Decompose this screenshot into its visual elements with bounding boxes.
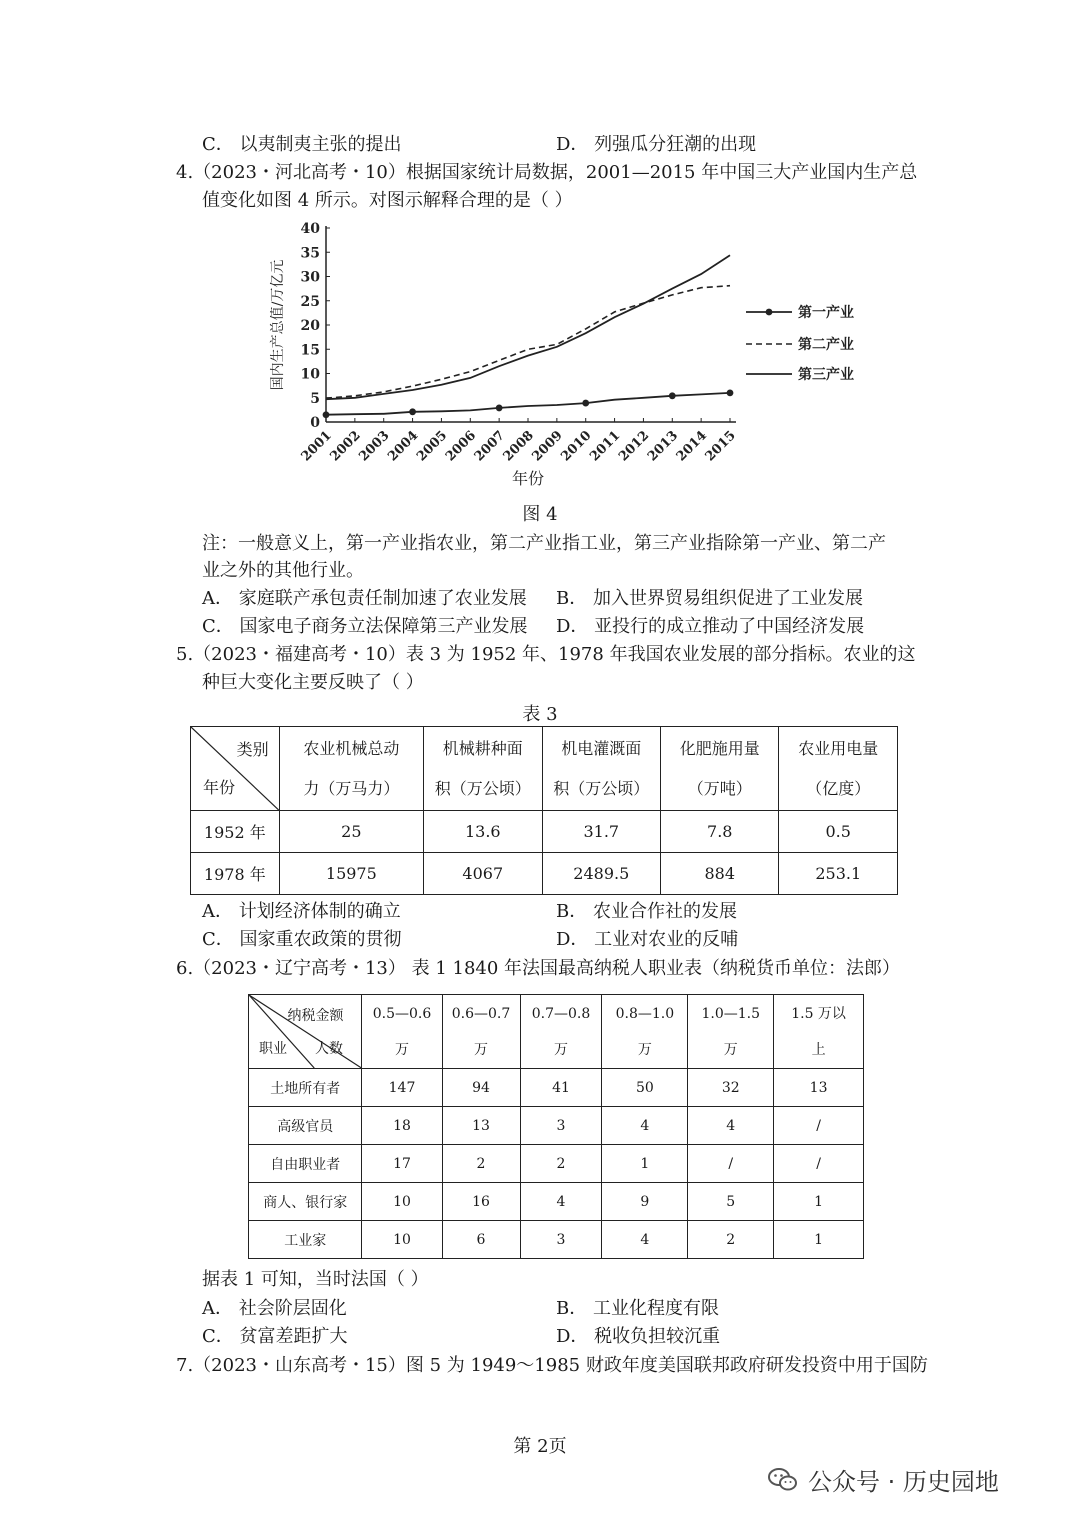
x-tick-label: 2005 [414,428,451,465]
table3-corner-cell [191,727,280,811]
y-tick-label: 0 [310,415,320,431]
x-tick-label: 2012 [616,428,653,465]
q4-stem-line1: 4.（2023・河北高考・10）根据国家统计局数据，2001—2015 年中国三大产业国内生产总 [176,162,918,183]
table1-cell: 13 [774,1069,864,1107]
table3-cell: 253.1 [779,853,898,895]
x-tick-label: 2002 [327,428,364,465]
table1-cell: 4 [688,1107,774,1145]
table1-cell: 1 [602,1145,688,1183]
table1-header: 0.6—0.7 万 [442,995,520,1069]
data-point [496,405,503,412]
x-tick-label: 2008 [500,428,537,465]
q4-option-a: A． 家庭联产承包责任制加速了农业发展 [202,588,527,609]
table3-header: 机械耕种面 积（万公顷） [424,727,542,811]
q5-stem-line1: 5.（2023・福建高考・10）表 3 为 1952 年、1978 年我国农业发展的部分指标。农业的这 [176,644,916,665]
table1-job: 高级官员 [249,1107,362,1145]
x-tick-label: 2015 [702,428,739,465]
table1-cell: 4 [520,1183,602,1221]
table3-corner-bottom: 年份 [203,778,236,797]
table3-cell: 2489.5 [542,853,661,895]
table3-cell: 13.6 [424,811,542,853]
table1-cell: / [688,1145,774,1183]
table1-job: 商人、银行家 [249,1183,362,1221]
q5-stem-line2: 种巨大变化主要反映了（ ） [202,672,424,693]
table3-cell: 7.8 [661,811,779,853]
y-tick-label: 15 [300,342,320,359]
q6-question: 据表 1 可知，当时法国（ ） [202,1269,429,1290]
table3-header: 农业机械总动 力（万马力） [279,727,423,811]
table1-job: 土地所有者 [249,1069,362,1107]
table3-header: 机电灌溉面 积（万公顷） [542,727,661,811]
q6-option-a: A． 社会阶层固化 [202,1298,347,1319]
y-axis-label: 国内生产总值/万亿元 [270,259,286,391]
q3-option-d: D． 列强瓜分狂潮的出现 [556,134,757,155]
table1-corner-mid: 人数 [315,1041,343,1057]
x-tick-label: 2004 [385,428,422,465]
q3-option-c: C． 以夷制夷主张的提出 [202,134,402,155]
y-tick-label: 40 [300,221,320,237]
table1-cell: 3 [520,1107,602,1145]
legend-marker [766,309,773,316]
y-tick-label: 30 [300,269,320,286]
table3-corner-top: 类别 [236,740,269,759]
q6-option-d: D． 税收负担较沉重 [556,1326,721,1347]
table1-cell: 1 [774,1221,864,1259]
table1-cell: 2 [442,1145,520,1183]
table3-year: 1978 年 [191,853,280,895]
x-tick-label: 2001 [298,428,335,465]
y-tick-label: 35 [300,245,320,262]
q5-option-b: B． 农业合作社的发展 [556,901,737,922]
q6-stem-line1: 6.（2023・辽宁高考・13） 表 1 1840 年法国最高纳税人职业表（纳税货币单位：法郎） [176,958,901,979]
legend-label: 第二产业 [798,337,854,353]
x-tick-label: 2009 [529,428,566,465]
table3-cell: 15975 [279,853,423,895]
q5-option-c: C． 国家重农政策的贯彻 [202,929,402,950]
page-number: 第 2页 [513,1436,567,1457]
table1-cell: 4 [602,1107,688,1145]
q4-note-line2: 业之外的其他行业。 [202,560,364,581]
figure-caption: 图 4 [522,504,558,525]
table1-cell: / [774,1145,864,1183]
table1-cell: 16 [442,1183,520,1221]
table3-cell: 0.5 [779,811,898,853]
x-axis-label: 年份 [511,469,545,488]
wechat-icon [768,1467,798,1493]
q5-option-a: A． 计划经济体制的确立 [202,901,401,922]
x-tick-label: 2013 [644,428,682,465]
x-tick-label: 2010 [558,428,595,465]
table1-cell: / [774,1107,864,1145]
table1-header: 1.5 万以 上 [774,995,864,1069]
data-point [669,392,676,399]
table1-cell: 5 [688,1183,774,1221]
x-tick-label: 2011 [587,428,624,465]
table1-cell: 13 [442,1107,520,1145]
table-row [191,853,898,895]
data-point [409,408,416,415]
data-point [582,400,589,407]
table3-cell: 31.7 [542,811,661,853]
table1-header: 1.0—1.5 万 [688,995,774,1069]
x-tick-label: 2014 [673,428,710,465]
table3-cell: 4067 [424,853,542,895]
table1 [248,994,864,1259]
table-row [191,811,898,853]
q4-stem-line2: 值变化如图 4 所示。对图示解释合理的是（ ） [202,190,573,211]
table3-header: 农业用电量 （亿度） [779,727,898,811]
q4-option-b: B． 加入世界贸易组织促进了工业发展 [556,588,863,609]
table1-cell: 3 [520,1221,602,1259]
q6-option-c: C． 贫富差距扩大 [202,1326,348,1347]
chart-svg [258,220,878,500]
table1-corner-left: 职业 [259,1041,287,1057]
y-tick-label: 20 [300,318,320,334]
x-tick-label: 2006 [442,428,480,465]
x-tick-label: 2003 [356,428,393,465]
watermark [768,1462,999,1497]
table1-cell: 2 [688,1221,774,1259]
table3 [190,726,898,895]
legend-label: 第三产业 [798,367,854,383]
table1-cell: 17 [362,1145,442,1183]
gdp-line-chart [258,220,878,500]
series-line [326,255,730,399]
table1-job: 自由职业者 [249,1145,362,1183]
y-tick-label: 5 [310,390,320,407]
series-line [326,286,730,399]
table-row [249,1107,864,1145]
table1-cell: 6 [442,1221,520,1259]
table1-cell: 4 [602,1221,688,1259]
table1-cell: 94 [442,1069,520,1107]
table1-cell: 1 [774,1183,864,1221]
table-row [249,1183,864,1221]
table1-corner-top: 纳税金额 [287,1008,344,1024]
q4-option-c: C． 国家电子商务立法保障第三产业发展 [202,616,528,637]
table1-job: 工业家 [249,1221,362,1259]
table1-cell: 10 [362,1221,442,1259]
legend-label: 第一产业 [798,305,854,321]
table3-caption: 表 3 [522,704,558,725]
data-point [323,411,330,418]
table3-header: 化肥施用量 （万吨） [661,727,779,811]
table3-cell: 25 [279,811,423,853]
table1-cell: 147 [362,1069,442,1107]
table-row [249,1069,864,1107]
table3-cell: 884 [661,853,779,895]
q7-stem-line1: 7.（2023・山东高考・15）图 5 为 1949～1985 财政年度美国联邦政府研发投资中用于国防 [176,1355,928,1376]
table1-cell: 10 [362,1183,442,1221]
q6-option-b: B． 工业化程度有限 [556,1298,719,1319]
watermark-text: 公众号 · 历史园地 [808,1468,999,1496]
table1-cell: 32 [688,1069,774,1107]
table1-header: 0.8—1.0 万 [602,995,688,1069]
table1-corner-cell [249,995,362,1069]
q4-option-d: D． 亚投行的成立推动了中国经济发展 [556,616,865,637]
table1-header: 0.7—0.8 万 [520,995,602,1069]
data-point [727,390,734,397]
table3-year: 1952 年 [191,811,280,853]
q4-note-line1: 注：一般意义上，第一产业指农业，第二产业指工业，第三产业指除第一产业、第二产 [202,533,886,554]
table1-cell: 50 [602,1069,688,1107]
q5-option-d: D． 工业对农业的反哺 [556,929,739,950]
y-tick-label: 25 [300,293,320,310]
x-tick-label: 2007 [471,428,508,465]
table1-cell: 41 [520,1069,602,1107]
table-row [249,1221,864,1259]
y-tick-label: 10 [300,366,320,383]
table1-header: 0.5—0.6 万 [362,995,442,1069]
table1-cell: 9 [602,1183,688,1221]
table-row [249,1145,864,1183]
table1-cell: 2 [520,1145,602,1183]
table1-cell: 18 [362,1107,442,1145]
